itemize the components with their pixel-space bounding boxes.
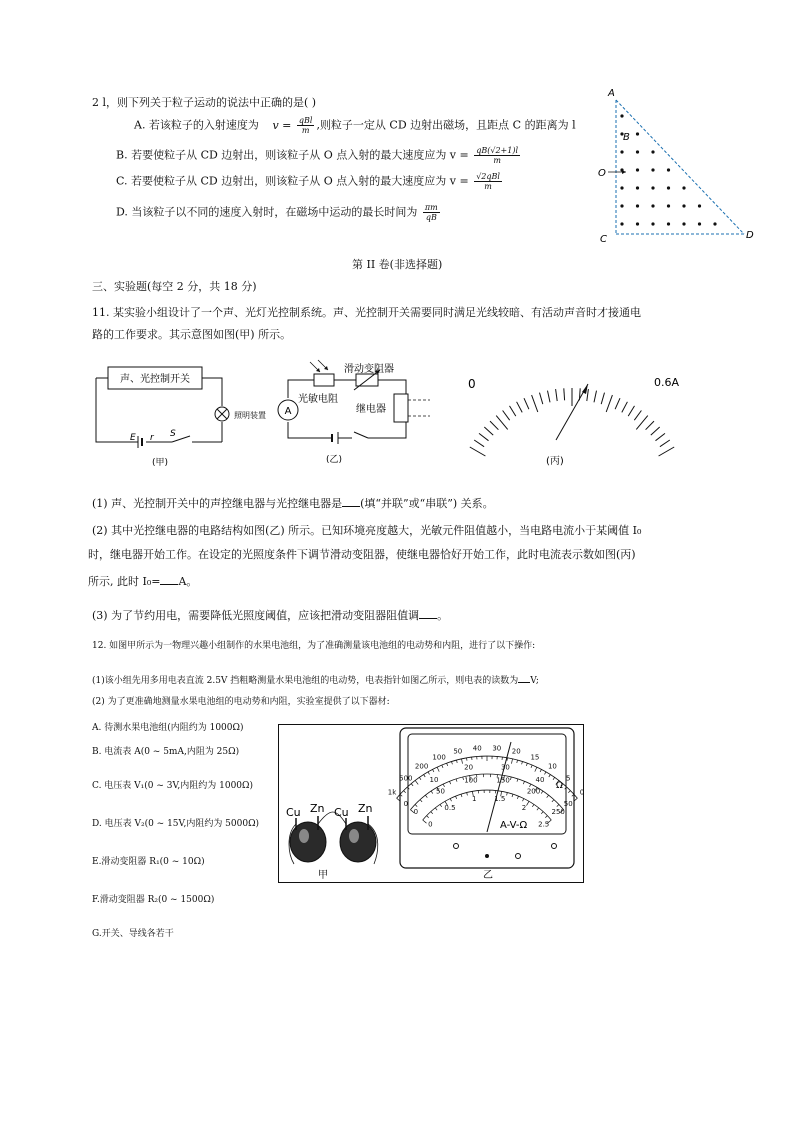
fig-yi-caption: (乙) xyxy=(326,455,343,465)
field-dot xyxy=(651,222,654,225)
scale-tick xyxy=(484,427,493,435)
q11-part2-line1: (2) 其中光控继电器的电路结构如图(乙) 所示。已知环境亮度越大，光敏元件阻值越小，当电路电流小于某阈值 I₀ xyxy=(92,524,642,537)
field-dot xyxy=(651,186,654,189)
q10-option-b: B. 若要使粒子从 CD 边射出，则该粒子从 O 点入射的最大速度应为 v = $\frac{qB(√2+1)l}{m}$ xyxy=(116,146,519,165)
relay-label: 继电器 xyxy=(356,404,386,415)
label-o: O xyxy=(598,168,606,179)
ammeter-zero: 0 xyxy=(468,377,476,391)
triangle-field-figure xyxy=(592,86,762,246)
low-scale-label: 1.5 xyxy=(494,795,506,804)
ammeter-label: A xyxy=(284,406,292,417)
scale-tick xyxy=(656,433,666,440)
field-dot xyxy=(636,222,639,225)
ohm-scale-label: 15 xyxy=(530,753,540,762)
scale-tick xyxy=(634,411,641,421)
q11-blank-2[interactable] xyxy=(160,572,178,585)
scale-tick xyxy=(646,421,654,430)
q11-part2-line3: 所示, 此时 I₀= A。 xyxy=(88,572,197,589)
v-scale-2-label: 40 xyxy=(535,776,545,785)
q12-item-d: D. 电压表 V₂(0 ~ 15V,内阻约为 5000Ω) xyxy=(92,819,260,829)
scale-tick xyxy=(496,416,508,430)
fig-jia-caption-q12: 甲 xyxy=(318,870,328,881)
field-dot xyxy=(651,168,654,171)
ohm-scale-label: 50 xyxy=(453,747,463,756)
field-dot xyxy=(682,204,685,207)
q11-part3: (3) 为了节约用电，需要降低光照度阈值，应该把滑动变阻器阻值调 。 xyxy=(92,606,448,623)
scale-tick xyxy=(622,402,628,413)
ohm-scale-label: 10 xyxy=(547,762,557,771)
scale-tick xyxy=(540,393,543,405)
q12-intro: 12. 如图甲所示为一物理兴趣小组制作的水果电池组，为了准确测量该电池组的电动势和内阻，进行了以下操作: xyxy=(92,641,536,651)
q12-part1: (1)该小组先用多用电表直流 2.5V 挡粗略测量水果电池组的电动势，电表指针如图乙所示，则电表的读数为 V; xyxy=(92,672,539,687)
fig-yi-caption-q12: 乙 xyxy=(483,870,493,881)
label-a: A xyxy=(608,88,615,99)
scale-tick xyxy=(503,411,510,421)
meter-tick xyxy=(467,758,468,761)
fig-bing-caption: (丙) xyxy=(546,456,564,467)
label-c: C xyxy=(600,234,607,245)
low-scale-label: 1 xyxy=(471,795,477,804)
av-omega-label: A-V-Ω xyxy=(500,820,528,831)
label-d: D xyxy=(746,230,754,241)
v-scale-label: 150 xyxy=(496,776,510,785)
scale-tick xyxy=(517,402,523,413)
low-scale-label: 0.5 xyxy=(444,803,456,812)
low-scale-label: 2.5 xyxy=(538,820,550,829)
fig-jia-caption: (甲) xyxy=(152,458,169,468)
v-scale-2-label: 0 xyxy=(403,799,409,808)
scale-tick xyxy=(470,447,486,456)
scale-tick xyxy=(479,433,489,440)
field-dot xyxy=(667,168,670,171)
ohm-scale-label: 5 xyxy=(565,774,571,783)
field-dot xyxy=(667,204,670,207)
zn-label-2: Zn xyxy=(358,802,373,815)
field-dot xyxy=(636,186,639,189)
v-scale-2-label: 20 xyxy=(464,763,474,772)
field-dot xyxy=(620,186,623,189)
field-dot xyxy=(682,186,685,189)
field-dot xyxy=(713,222,716,225)
q10-option-c: C. 若要使粒子从 CD 边射出，则该粒子从 O 点入射的最大速度应为 v = $\frac{\text{√2qBl}}{m}$ xyxy=(116,172,500,191)
magnetic-field-dots xyxy=(620,114,716,225)
q11-blank-1[interactable] xyxy=(342,494,360,507)
field-dot xyxy=(636,132,639,135)
q12-item-g: G.开关、导线各若干 xyxy=(92,929,174,939)
v-scale-2-label: 50 xyxy=(563,799,573,808)
q11-blank-3[interactable] xyxy=(419,606,437,619)
cu-label-1: Cu xyxy=(286,806,301,819)
scale-tick xyxy=(628,406,634,416)
v-scale-label: 50 xyxy=(436,787,445,796)
ohm-scale-label: 40 xyxy=(472,744,482,753)
photo-resistor-label: 光敏电阻 xyxy=(298,394,338,405)
scale-tick xyxy=(651,427,660,435)
field-dot xyxy=(682,222,685,225)
omega-label: Ω xyxy=(556,781,563,791)
emf-label: E xyxy=(130,433,136,443)
ohm-scale-label: 1k xyxy=(387,788,397,797)
scale-tick xyxy=(601,393,604,405)
q10-option-d: D. 当该粒子以不同的速度入射时，在磁场中运动的最长时间为 $\frac{\pi m}{qB}$ xyxy=(116,203,438,222)
ohm-scale-label: 0 xyxy=(579,788,585,797)
v-scale-2-label: 30 xyxy=(500,763,510,772)
switch-box-label: 声、光控制开关 xyxy=(120,374,190,385)
scale-tick xyxy=(510,406,516,416)
q12-item-a: A. 待测水果电池组(内阻约为 1000Ω) xyxy=(92,723,244,733)
ohm-scale-label: 100 xyxy=(432,753,446,762)
low-scale-label: 2 xyxy=(521,803,527,812)
field-dot xyxy=(636,150,639,153)
q11-intro-line1: 11. 某实验小组设计了一个声、光灯光控制系统。声、光控制开关需要同时满足光线较暗、有活动声音时才接通电 xyxy=(92,306,641,319)
scale-tick xyxy=(564,388,565,400)
v-scale-2-label: 10 xyxy=(429,776,439,785)
zn-label-1: Zn xyxy=(310,802,325,815)
multimeter xyxy=(388,728,584,868)
field-dot xyxy=(620,204,623,207)
ammeter-max: 0.6A xyxy=(654,376,680,389)
lamp-label: 照明装置 xyxy=(234,411,266,420)
ammeter-scale-ticks xyxy=(470,388,674,456)
scale-tick xyxy=(594,391,597,403)
scale-tick xyxy=(490,421,498,430)
scale-tick xyxy=(587,389,589,401)
q12-figure xyxy=(278,724,584,884)
q12-item-c: C. 电压表 V₁(0 ~ 3V,内阻约为 1000Ω) xyxy=(92,781,254,791)
q12-blank-1[interactable] xyxy=(518,672,530,683)
q12-item-f: F.滑动变阻器 R₂(0 ~ 1500Ω) xyxy=(92,895,215,905)
cu-label-2: Cu xyxy=(334,806,349,819)
scale-tick xyxy=(474,440,484,447)
scale-tick xyxy=(660,440,670,447)
scale-tick xyxy=(615,398,620,409)
fig-jia-circuit xyxy=(88,358,266,470)
low-scale-label: 0 xyxy=(428,820,433,829)
q12-part2: (2) 为了更准确地测量水果电池组的电动势和内阻，实验室提供了以下器材: xyxy=(92,697,390,707)
field-dot xyxy=(636,204,639,207)
field-dot xyxy=(620,222,623,225)
field-dot xyxy=(651,204,654,207)
field-dot xyxy=(620,114,623,117)
q11-part1: (1) 声、光控制开关中的声控继电器与光控继电器是 (填“并联”或“串联”) 关系。 xyxy=(92,494,494,511)
q11-intro-line2: 路的工作要求。其示意图如图(甲) 所示。 xyxy=(92,328,292,341)
scale-tick xyxy=(548,391,551,403)
label-b: B xyxy=(623,132,630,143)
ohm-scale-label: 30 xyxy=(492,744,502,753)
v-scale-label: 200 xyxy=(526,787,541,796)
v-scale-label: 0 xyxy=(413,808,419,817)
fig-bing-ammeter-scale xyxy=(462,356,692,472)
scale-tick xyxy=(532,395,538,412)
scale-tick xyxy=(524,398,529,409)
ohm-scale-label: 200 xyxy=(414,762,429,771)
rheostat-label: 滑动变阻器 xyxy=(344,364,394,375)
scale-tick xyxy=(636,416,648,430)
section-2-title: 第 II 卷(非选择题) xyxy=(352,258,443,271)
q11-part2-line2: 时，继电器开始工作。在设定的光照度条件下调节滑动变阻器，使继电器恰好开始工作，此时电流表示数如图(丙) xyxy=(88,548,636,561)
s-label: S xyxy=(170,429,176,439)
q12-item-e: E.滑动变阻器 R₁(0 ~ 10Ω) xyxy=(92,857,205,867)
fig-yi-circuit xyxy=(274,356,444,468)
scale-tick xyxy=(606,395,612,412)
field-dot xyxy=(620,150,623,153)
field-dot xyxy=(698,222,701,225)
v-scale-label: 100 xyxy=(464,776,478,785)
ohm-scale-label: 20 xyxy=(511,747,521,756)
scale-tick xyxy=(659,447,675,456)
scale-tick xyxy=(556,389,558,401)
q10-option-a: A. 若该粒子的入射速度为 v = $\frac{\text{qBl}}{m}$ ,则粒子一定从 CD 边射出磁场，且距点 C 的距离为 l xyxy=(134,116,576,135)
ohm-scale-label: 500 xyxy=(399,774,413,783)
section-3-title: 三、实验题(每空 2 分，共 18 分) xyxy=(92,280,257,293)
v-scale-label: 250 xyxy=(551,808,565,817)
field-dot xyxy=(667,222,670,225)
field-dot xyxy=(667,186,670,189)
r-label: r xyxy=(150,433,154,443)
field-dot xyxy=(698,204,701,207)
q12-item-b: B. 电流表 A(0 ~ 5mA,内阻为 25Ω) xyxy=(92,747,240,757)
field-dot xyxy=(636,168,639,171)
q10-stem: 2 l，则下列关于粒子运动的说法中正确的是( ) xyxy=(92,96,317,109)
field-dot xyxy=(651,150,654,153)
